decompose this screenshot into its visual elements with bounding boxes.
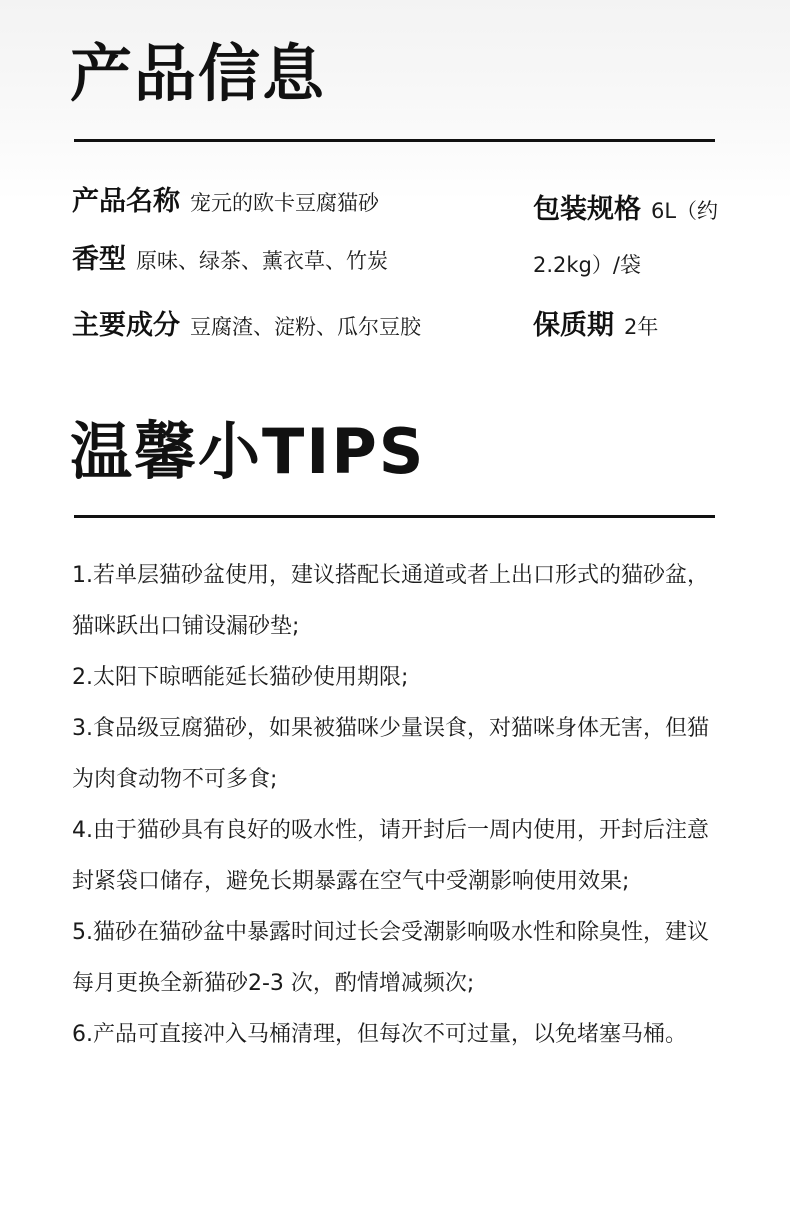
product-name-value: 宠元的欧卡豆腐猫砂 [190,191,379,215]
shelf-life-label: 保质期 [533,310,614,341]
tip-item: 4.由于猫砂具有良好的吸水性，请开封后一周内使用，开封后注意封紧袋口储存，避免长期暴露在空气中受潮影响使用效果; [72,818,709,894]
scent-field [72,242,388,281]
scent-label: 香型 [72,244,126,275]
product-info-heading: 产品信息 [70,37,327,110]
tips-heading: 温馨小TIPS [70,415,426,488]
tip-item: 5.猫砂在猫砂盆中暴露时间过长会受潮影响吸水性和除臭性，建议每月更换全新猫砂2-3 次，酌情增减频次; [72,920,709,996]
section-divider-top [74,139,715,142]
package-label: 包装规格 [533,194,641,225]
product-name-label: 产品名称 [72,186,180,217]
package-value: 6L（约2.2kg）/袋 [533,199,719,277]
material-label: 主要成分 [72,310,180,341]
material-field [72,308,421,347]
tip-item: 3.食品级豆腐猫砂，如果被猫咪少量误食，对猫咪身体无害，但猫为肉食动物不可多食; [72,716,709,792]
shelf-life-field [533,308,658,347]
material-value: 豆腐渣、淀粉、瓜尔豆胶 [190,315,421,339]
tip-item: 2.太阳下晾晒能延长猫砂使用期限; [72,665,409,690]
shelf-life-value: 2年 [624,315,659,339]
tip-item: 1.若单层猫砂盆使用，建议搭配长通道或者上出口形式的猫砂盆，猫咪跃出口铺设漏砂垫; [72,563,709,639]
section-divider-tips [74,515,715,518]
tips-list [72,550,722,1060]
scent-value: 原味、绿茶、薰衣草、竹炭 [136,249,388,273]
package-field [533,184,733,293]
product-name-field [72,184,379,223]
tip-item: 6.产品可直接冲入马桶清理，但每次不可过量，以免堵塞马桶。 [72,1022,687,1047]
